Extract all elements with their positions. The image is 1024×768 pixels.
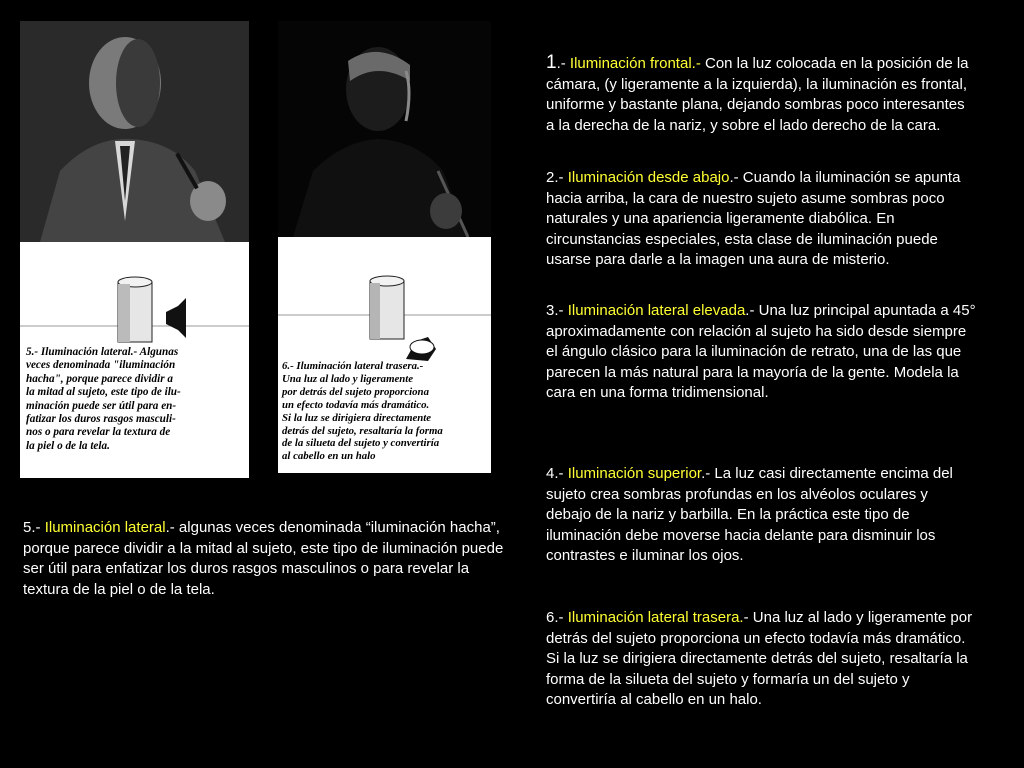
paragraph-title: Iluminación frontal.- xyxy=(569,55,701,72)
paragraph-title: Iluminación lateral xyxy=(44,519,166,536)
paragraph-number: 2.- xyxy=(546,169,568,186)
paragraph-body: - Una luz al lado y ligeramente por detrás del sujeto proporciona un efecto todavía más dramático. Si la luz se dirigiera directamente detrás del sujeto, resaltaría la forma de la silueta del sujeto y formaría un del sujeto y convertiría al cabello en un halo. xyxy=(546,609,973,709)
photo-panel-side-lighting xyxy=(20,21,249,478)
photo-caption: 5.- Iluminación lateral.- Algunas veces denominada "iluminación hacha", porque parece dividir a la mitad al sujeto, este tipo de ilu- minación puede ser útil para en- fatizar los duros rasgos masculi- nos o para revelar la textura de la piel o de la tela. xyxy=(26,346,181,452)
photo-caption: 6.- Iluminación lateral trasera.- Una luz al lado y ligeramente por detrás del sujeto proporciona un efecto todavía más dramático. Si la luz se dirigiera directamente detrás del sujeto, resaltaría la forma de la silueta del sujeto y convertiría al cabello en un halo xyxy=(282,360,443,463)
paragraph-number-separator: .- xyxy=(556,55,570,72)
paragraph-body: .- Una luz principal apuntada a 45° aproximadamente con relación al sujeto ha sido desde siempre el ángulo clásico para la iluminación de retrato, una de las que parecen la más natural para la mayoría de la gente. Modela la cara en una forma tridimensional. xyxy=(546,302,976,402)
portrait-photo-side-lighting xyxy=(20,21,249,242)
photo-panel-back-side-lighting xyxy=(278,21,491,473)
paragraph-back-side-lighting xyxy=(546,608,976,711)
paragraph-number: 4.- xyxy=(546,465,568,482)
lighting-diagram-back-side xyxy=(278,237,491,367)
paragraph-body: .- algunas veces denominada “iluminación hacha”, porque parece dividir a la mitad al sujeto, este tipo de iluminación puede ser útil para enfatizar los duros rasgos masculinos o para revelar la textura de la piel o de la tela. xyxy=(23,519,504,598)
paragraph-title: Iluminación lateral trasera. xyxy=(567,609,744,626)
paragraph-title: Iluminación lateral elevada xyxy=(567,302,746,319)
paragraph-body: Con la luz colocada en la posición de la cámara, (y ligeramente a la izquierda), la iluminación es frontal, uniforme y bastante plana, dejando sombras poco interesantes a la derecha de la nariz, y sobre el lado derecho de la cara. xyxy=(546,55,969,134)
portrait-photo-back-side-lighting xyxy=(278,21,491,237)
paragraph-body: .- La luz casi directamente encima del sujeto crea sombras profundas en los alvéolos oculares y debajo de la nariz y barbilla. En la práctica este tipo de iluminación debe moverse hacia delante para disminuir los contrastes e iluminar los ojos. xyxy=(546,465,953,565)
paragraph-frontal-lighting xyxy=(546,53,976,136)
paragraph-number: 5.- xyxy=(23,519,45,536)
paragraph-top-lighting xyxy=(546,464,976,567)
paragraph-number: 6.- xyxy=(546,609,568,626)
paragraph-side-lighting xyxy=(23,518,513,600)
paragraph-title: Iluminación superior xyxy=(567,465,702,482)
lighting-diagram-side xyxy=(20,242,249,362)
paragraph-title: Iluminación desde abajo xyxy=(567,169,730,186)
paragraph-number: 1 xyxy=(546,52,557,73)
paragraph-high-side-lighting xyxy=(546,301,976,404)
paragraph-body: .- Cuando la iluminación se apunta hacia arriba, la cara de nuestro sujeto asume sombras poco naturales y una apariencia ligeramente diabólica. En circunstancias especiales, esta clase de iluminación puede usarse para darle a la imagen una aura de misterio. xyxy=(546,169,961,269)
paragraph-low-lighting xyxy=(546,168,976,271)
paragraph-number: 3.- xyxy=(546,302,568,319)
